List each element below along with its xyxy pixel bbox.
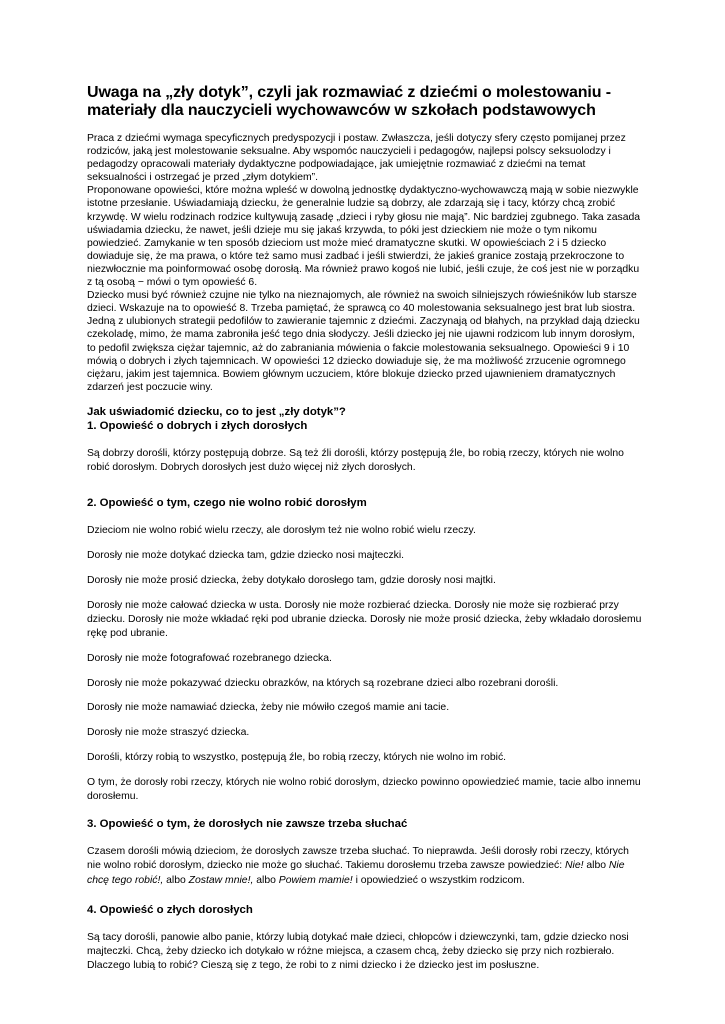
section3-paragraph [87, 845, 643, 888]
intro-paragraph: Dziecko musi być również czujne nie tylko na nieznajomych, ale również na swoich silniejszych rówieśników lub starsze dzieci. Wskazuje na to opowieść 8. Trzeba pamiętać, że sprawcą co 40 molestowania seksualnego jest brat lub siostra. [87, 290, 637, 315]
intro-paragraph: Proponowane opowieści, które można wpleść w dowolną jednostkę dydaktyczno-wychowawczą mają w sobie niezwykle istotne przesłanie. Uświadamiają dziecku, że generalnie ludzie są dobrzy, ale zdarzają się i tacy, którzy chcą zrobić krzywdę. W wielu rodzinach rodzice kultywują zasadę „dzieci i ryby głosu nie mają”. Nic bardziej zgubnego. Taka zasada uświadamia dziecku, że nawet, jeśli dzieje mu się jakaś krzywda, to póki jest dzieckiem nie może o tym nikomu powiedzieć. Zamykanie w ten sposób dzieciom ust może mieć dramatyczne skutki. W opowieściach 2 i 5 dziecko dowiaduje się, że ma prawa, o które też samo musi zadbać i jeśli stwierdzi, że jakieś granice zostają przekroczone to niezwłocznie ma poinformować osobę dorosłą. Ma również prawo kogoś nie lubić, jeśli czuje, że coś jest nie w porządku z tą osobą − mówi o tym opowieść 6. [87, 185, 641, 289]
document-page [87, 84, 643, 973]
section4-heading: 4. Opowieść o złych dorosłych [87, 903, 253, 916]
section1-paragraph: Są dobrzy dorośli, którzy postępują dobrze. Są też źli dorośli, którzy postępują źle, bo robią rzeczy, których nie wolno robić dorosłym. Dobrych dorosłych jest dużo więcej niż złych dorosłych. [87, 447, 624, 474]
separator: albo [163, 874, 189, 886]
section2-paragraph: Dzieciom nie wolno robić wielu rzeczy, ale dorosłym też nie wolno robić wielu rzeczy. [87, 525, 476, 537]
phrase-tell-mom: Powiem mamie! [278, 874, 353, 886]
section2-paragraph: Dorośli, którzy robią to wszystko, postępują źle, bo robią rzeczy, których nie wolno im robić. [87, 752, 507, 764]
section3-heading: 3. Opowieść o tym, że dorosłych nie zawsze trzeba słuchać [87, 818, 408, 831]
section2-paragraph: Dorosły nie może pokazywać dziecku obrazków, na których są rozebrane dzieci albo rozebrani dorośli. [87, 677, 559, 689]
separator: albo [583, 860, 609, 872]
section4-paragraph: Są tacy dorośli, panowie albo panie, którzy lubią dotykać małe dzieci, chłopców i dziewczynki, tam, gdzie dziecko nosi majteczki. Chcą, żeby dziecko ich dotykało w różne miejsca, a czasem chcą, żeby dziecko się przy nich rozbierało. Dlaczego lubią to robić? Cieszą się z tego, że robi to z nimi dziecko i że dziecko jest im posłuszne. [87, 931, 629, 972]
section3-text-after: i opowiedzieć o wszystkim rodzicom. [352, 874, 525, 886]
section2-heading: 2. Opowieść o tym, czego nie wolno robić dorosłym [87, 497, 367, 510]
section2-body [87, 524, 643, 804]
intro-paragraph: Praca z dziećmi wymaga specyficznych predyspozycji i postaw. Zwłaszcza, jeśli dotyczy sfery często pomijanej przez rodziców, jaką jest molestowanie seksualne. Aby wspomóc nauczycieli i pedagogów, najlepsi polscy seksuolodzy i pedagodzy opracowali materiały dydaktyczne podpowiadające, jak umiejętnie rozmawiać z dziećmi na temat seksualności i ostrzegać je przed „złym dotykiem”. [87, 133, 626, 184]
separator: albo [253, 874, 279, 886]
intro-section [87, 132, 643, 394]
question-heading: Jak uświadomić dziecku, co to jest „zły dotyk”? [87, 405, 346, 418]
section2-paragraph: Dorosły nie może fotografować rozebranego dziecka. [87, 652, 332, 664]
section3-text-before: Czasem dorośli mówią dzieciom, że dorosłych zawsze trzeba słuchać. To nieprawda. Jeśli dorosły robi rzeczy, których nie wolno robić dorosłym, dziecko nie może go słuchać. Takiemu dorosłemu trzeba zawsze powiedzieć: [87, 846, 629, 872]
section2-paragraph: Dorosły nie może całować dziecka w usta. Dorosły nie może rozbierać dziecka. Dorosły nie może się rozbierać przy dziecku. Dorosły nie może wkładać ręki pod ubranie dziecka. Dorosły nie może prosić dziecka, żeby wkładało dorosłemu rękę pod ubranie. [87, 599, 642, 640]
intro-paragraph: Jedną z ulubionych strategii pedofilów to zawieranie tajemnic z dziećmi. Zaczynają od błahych, na przykład dają dziecku czekoladę, mimo, że mama zabroniła jeść tego dnia słodyczy. Jeśli dziecko jej nie ujawni rodzicom lub innym dorosłym, to pedofil zwiększa ciężar tajemnic, aż do zabraniania mówienia o fakcie molestowania seksualnego. Opowieści 9 i 10 mówią o dobrych i złych tajemnicach. W opowieści 12 dziecko dowiaduje się, że ma możliwość zrzucenie ogromnego ciężaru, jakim jest tajemnica. Bowiem głównym uczuciem, które blokuje dziecko przed ujawnieniem dramatycznych zdarzeń jest poczucie winy. [87, 316, 640, 393]
section2-paragraph: Dorosły nie może prosić dziecka, żeby dotykało dorosłego tam, gdzie dorosły nosi majtki. [87, 574, 496, 586]
section3-body [87, 845, 643, 888]
phrase-leave-me: Zostaw mnie!, [188, 874, 254, 886]
phrase-no: Nie! [565, 860, 584, 872]
section2-paragraph: Dorosły nie może namawiać dziecka, żeby nie mówiło czegoś mamie ani tacie. [87, 702, 450, 714]
section2-paragraph: O tym, że dorosły robi rzeczy, których nie wolno robić dorosłym, dziecko powinno opowiedzieć mamie, tacie albo innemu dorosłemu. [87, 776, 641, 803]
section2-paragraph: Dorosły nie może dotykać dziecka tam, gdzie dziecko nosi majteczki. [87, 550, 405, 562]
document-title: Uwaga na „zły dotyk”, czyli jak rozmawiać z dziećmi o molestowaniu - materiały dla nauczycieli wychowawców w szkołach podstawowych [87, 84, 612, 119]
section2-paragraph: Dorosły nie może straszyć dziecka. [87, 727, 250, 739]
section1-heading: 1. Opowieść o dobrych i złych dorosłych [87, 419, 308, 432]
section1-body [87, 447, 643, 475]
phrase-dont-want: Nie chcę tego robić!, [87, 860, 625, 886]
section4-body [87, 931, 643, 974]
